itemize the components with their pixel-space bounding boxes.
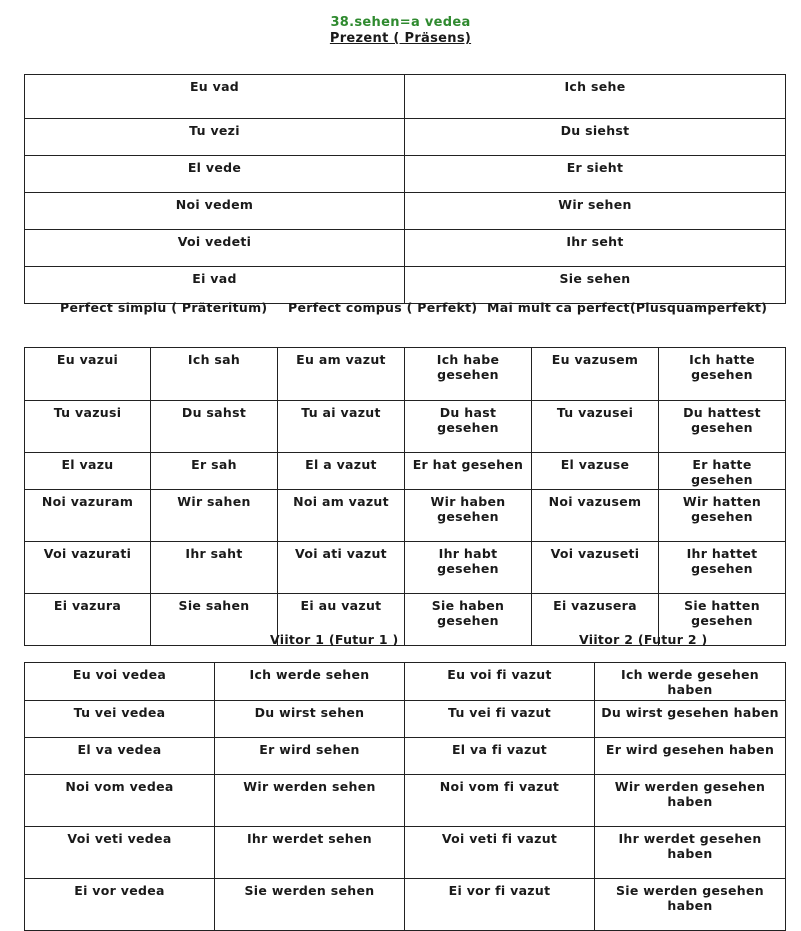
conjugation-cell: Eu am vazut xyxy=(278,348,405,401)
tense-heading-plusquamperfekt: Mai mult ca perfect(Plusquamperfekt) xyxy=(487,300,768,315)
conjugation-cell: Eu vazui xyxy=(25,348,151,401)
conjugation-cell: Noi am vazut xyxy=(278,490,405,542)
conjugation-cell: Er wird gesehen haben xyxy=(595,738,786,775)
tense-heading-futur2: Viitor 2 (Futur 2 ) xyxy=(579,632,708,647)
conjugation-cell: Ihr saht xyxy=(151,542,278,594)
present-table xyxy=(24,74,786,304)
conjugation-cell: Du hattest gesehen xyxy=(659,401,786,453)
conjugation-cell: Tu vezi xyxy=(25,119,405,156)
table-row xyxy=(25,827,786,879)
conjugation-cell: Sie werden gesehen haben xyxy=(595,879,786,931)
conjugation-cell: El vede xyxy=(25,156,405,193)
conjugation-cell: Du sahst xyxy=(151,401,278,453)
conjugation-cell: Ei vad xyxy=(25,267,405,304)
conjugation-cell: Ich hatte gesehen xyxy=(659,348,786,401)
conjugation-cell: Sie sehen xyxy=(405,267,786,304)
conjugation-cell: Sie sahen xyxy=(151,594,278,646)
conjugation-cell: Wir hatten gesehen xyxy=(659,490,786,542)
conjugation-cell: Ei vor vedea xyxy=(25,879,215,931)
conjugation-cell: Eu voi fi vazut xyxy=(405,663,595,701)
table-row xyxy=(25,775,786,827)
conjugation-cell: Tu ai vazut xyxy=(278,401,405,453)
tense-heading-futur1: Viitor 1 (Futur 1 ) xyxy=(270,632,399,647)
conjugation-cell: Du hast gesehen xyxy=(405,401,532,453)
table-row xyxy=(25,230,786,267)
conjugation-cell: Wir sahen xyxy=(151,490,278,542)
conjugation-cell: Ich sah xyxy=(151,348,278,401)
conjugation-cell: Voi vazurati xyxy=(25,542,151,594)
table-row xyxy=(25,663,786,701)
conjugation-cell: Wir sehen xyxy=(405,193,786,230)
tense-heading-perfekt: Perfect compus ( Perfekt) xyxy=(288,300,478,315)
conjugation-cell: Er hatte gesehen xyxy=(659,453,786,490)
conjugation-cell: Tu vei vedea xyxy=(25,701,215,738)
conjugation-cell: Ich werde sehen xyxy=(215,663,405,701)
conjugation-cell: Eu voi vedea xyxy=(25,663,215,701)
conjugation-cell: Noi vedem xyxy=(25,193,405,230)
conjugation-cell: Tu vazusei xyxy=(532,401,659,453)
conjugation-cell: Du wirst sehen xyxy=(215,701,405,738)
conjugation-cell: Noi vazusem xyxy=(532,490,659,542)
conjugation-cell: Ei vor fi vazut xyxy=(405,879,595,931)
conjugation-cell: Noi vom fi vazut xyxy=(405,775,595,827)
table-row xyxy=(25,348,786,401)
table-row xyxy=(25,490,786,542)
conjugation-cell: Tu vei fi vazut xyxy=(405,701,595,738)
table-row xyxy=(25,401,786,453)
table-row xyxy=(25,267,786,304)
conjugation-cell: Sie hatten gesehen xyxy=(659,594,786,646)
conjugation-cell: Noi vazuram xyxy=(25,490,151,542)
conjugation-cell: El va vedea xyxy=(25,738,215,775)
conjugation-cell: Er hat gesehen xyxy=(405,453,532,490)
conjugation-cell: Wir haben gesehen xyxy=(405,490,532,542)
table-row xyxy=(25,75,786,119)
page-title: 38.sehen=a vedea xyxy=(330,15,471,30)
conjugation-cell: Ihr werdet sehen xyxy=(215,827,405,879)
conjugation-cell: Ihr werdet gesehen haben xyxy=(595,827,786,879)
conjugation-cell: Ihr habt gesehen xyxy=(405,542,532,594)
conjugation-cell: Eu vad xyxy=(25,75,405,119)
conjugation-cell: Ihr seht xyxy=(405,230,786,267)
conjugation-cell: Sie werden sehen xyxy=(215,879,405,931)
table-row xyxy=(25,119,786,156)
tense-heading-present: Prezent ( Präsens) xyxy=(329,31,472,46)
conjugation-cell: Ei au vazut xyxy=(278,594,405,646)
conjugation-cell: El a vazut xyxy=(278,453,405,490)
conjugation-cell: Ich habe gesehen xyxy=(405,348,532,401)
conjugation-cell: Voi vazuseti xyxy=(532,542,659,594)
conjugation-cell: El vazuse xyxy=(532,453,659,490)
conjugation-cell: Voi veti fi vazut xyxy=(405,827,595,879)
conjugation-cell: Ei vazura xyxy=(25,594,151,646)
table-row xyxy=(25,879,786,931)
conjugation-cell: Du wirst gesehen haben xyxy=(595,701,786,738)
conjugation-cell: Ei vazusera xyxy=(532,594,659,646)
conjugation-cell: Du siehst xyxy=(405,119,786,156)
past-tenses-table xyxy=(24,347,786,646)
conjugation-cell: Wir werden sehen xyxy=(215,775,405,827)
conjugation-cell: Tu vazusi xyxy=(25,401,151,453)
conjugation-cell: Ich sehe xyxy=(405,75,786,119)
conjugation-cell: Eu vazusem xyxy=(532,348,659,401)
conjugation-cell: Voi veti vedea xyxy=(25,827,215,879)
tense-heading-praeteritum: Perfect simplu ( Präteritum) xyxy=(60,300,268,315)
future-tenses-table xyxy=(24,662,786,931)
conjugation-cell: Er wird sehen xyxy=(215,738,405,775)
conjugation-cell: El va fi vazut xyxy=(405,738,595,775)
table-row xyxy=(25,193,786,230)
conjugation-cell: Er sah xyxy=(151,453,278,490)
table-row xyxy=(25,453,786,490)
table-row xyxy=(25,542,786,594)
table-row xyxy=(25,738,786,775)
conjugation-cell: Sie haben gesehen xyxy=(405,594,532,646)
conjugation-cell: Voi ati vazut xyxy=(278,542,405,594)
conjugation-cell: Er sieht xyxy=(405,156,786,193)
conjugation-cell: Noi vom vedea xyxy=(25,775,215,827)
conjugation-cell: Ich werde gesehen haben xyxy=(595,663,786,701)
conjugation-cell: Ihr hattet gesehen xyxy=(659,542,786,594)
conjugation-cell: Voi vedeti xyxy=(25,230,405,267)
conjugation-cell: El vazu xyxy=(25,453,151,490)
table-row xyxy=(25,701,786,738)
conjugation-cell: Wir werden gesehen haben xyxy=(595,775,786,827)
table-row xyxy=(25,156,786,193)
